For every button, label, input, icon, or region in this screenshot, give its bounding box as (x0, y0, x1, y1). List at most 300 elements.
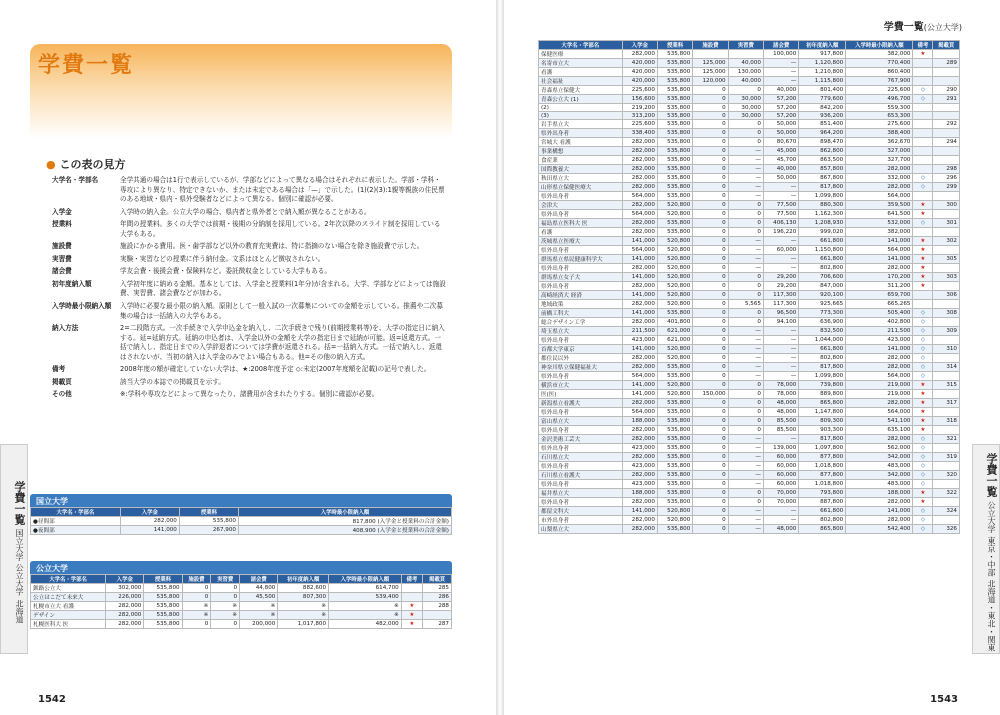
table-row (539, 399, 960, 408)
table-cell: 29,200 (763, 273, 798, 282)
table-cell: 362,670 (846, 138, 913, 147)
table-cell: 832,500 (799, 327, 846, 336)
table-row (539, 336, 960, 345)
table-cell: 296 (933, 174, 960, 183)
table-cell: 402,800 (846, 318, 913, 327)
table-cell: 0 (728, 318, 763, 327)
table-cell: 535,800 (657, 462, 692, 471)
definition-text: 入学初年度に納める金額。基本としては、入学金と授業料(1年分)が含まれる。大学、学部などによっては施設費、実習費、諸会費などが加わる。 (120, 279, 446, 298)
table-cell: ◇ (913, 345, 933, 354)
table-cell: 282,000 (622, 165, 657, 174)
row-label: 県外出身者 (539, 480, 623, 489)
table-cell: 1,017,800 (278, 620, 329, 629)
table-cell: 125,000 (693, 68, 728, 77)
table-cell: 659,700 (846, 291, 913, 300)
left-side-tab[interactable] (0, 444, 28, 654)
table-cell: 0 (693, 408, 728, 417)
table-cell: 0 (693, 363, 728, 372)
table-cell: 302 (933, 237, 960, 246)
row-label: 横浜市立大 (539, 381, 623, 390)
table-cell (933, 318, 960, 327)
table-cell: 139,000 (763, 444, 798, 453)
table-cell: — (728, 354, 763, 363)
table-cell: 0 (693, 471, 728, 480)
table-cell: 60,000 (763, 453, 798, 462)
table-cell: 77,500 (763, 201, 798, 210)
table-cell: ◇ (913, 183, 933, 192)
table-cell: 0 (211, 620, 240, 629)
definitions-list (52, 176, 447, 403)
table-row (539, 282, 960, 291)
table-cell: 535,800 (657, 112, 692, 120)
definition-item (52, 267, 447, 277)
table-cell: 0 (693, 282, 728, 291)
column-header: 実習費 (728, 41, 763, 50)
table-cell: 300 (933, 201, 960, 210)
table-cell: 535,800 (657, 480, 692, 489)
definition-text: 全学共通の場合は1行で表示しているが、学部などによって異なる場合はそれぞれに表示した。学部・学科・専攻により異なり、特定できないか、または未定である場合は「—」で示した。(1)(2)(3):1親等親族の住民票のある地域・県内・県外受験者などによって異なる。個別に確認が必要。 (120, 176, 445, 204)
table-cell: 665,265 (846, 300, 913, 309)
table-cell: ◇ (913, 471, 933, 480)
table-cell: — (728, 192, 763, 201)
row-label: 埼玉県立大 (539, 327, 623, 336)
table-row (539, 327, 960, 336)
table-cell: 564,000 (846, 192, 913, 201)
table-cell (423, 611, 452, 620)
table-cell: 661,800 (799, 345, 846, 354)
table-cell: 141,000 (846, 237, 913, 246)
table-cell: 0 (728, 219, 763, 228)
table-cell: 282,000 (622, 426, 657, 435)
row-label: 県外出身者 (539, 408, 623, 417)
table-cell: 535,800 (657, 372, 692, 381)
table-cell: 141,000 (622, 237, 657, 246)
table-cell: 898,470 (799, 138, 846, 147)
table-row (539, 50, 960, 59)
table-cell: ◇ (913, 516, 933, 525)
table-cell: — (763, 264, 798, 273)
table-cell: 483,000 (846, 462, 913, 471)
table-cell: 0 (693, 104, 728, 112)
table-row (539, 129, 960, 138)
table-cell: 520,800 (657, 354, 692, 363)
table-cell: 423,000 (622, 462, 657, 471)
table-cell: 282,000 (622, 363, 657, 372)
table-cell: 188,000 (622, 489, 657, 498)
table-cell: 807,300 (278, 593, 329, 602)
definition-item (52, 324, 447, 362)
table-cell: 964,200 (799, 129, 846, 138)
row-label: 看護 (539, 228, 623, 237)
table-cell: 0 (693, 156, 728, 165)
table-row (539, 219, 960, 228)
table-cell: 327,700 (846, 156, 913, 165)
row-label: 石川県立看護大 (539, 471, 623, 480)
table-cell (933, 480, 960, 489)
table-cell: 50,000 (763, 120, 798, 129)
table-cell: 520,800 (657, 246, 692, 255)
table-cell: 382,000 (846, 50, 913, 59)
table-cell: 342,000 (846, 471, 913, 480)
table-cell: 842,200 (799, 104, 846, 112)
definition-term: 備考 (52, 365, 66, 374)
table-cell: 0 (693, 112, 728, 120)
table-cell: 282,000 (622, 228, 657, 237)
table-cell: ★ (913, 417, 933, 426)
table-cell: 282,000 (622, 264, 657, 273)
table-cell: 535,800 (657, 471, 692, 480)
national-table (30, 507, 452, 535)
table-cell: 290 (933, 86, 960, 95)
row-label: 県外出身者 (539, 498, 623, 507)
table-cell: ◇ (913, 453, 933, 462)
table-cell: 882,600 (278, 584, 329, 593)
table-cell (913, 156, 933, 165)
row-label: 看護 (539, 68, 623, 77)
table-cell: 1,120,800 (799, 59, 846, 68)
definition-item (52, 302, 447, 321)
table-cell: 282,000 (622, 147, 657, 156)
table-cell: 292 (933, 120, 960, 129)
table-cell: 535,800 (657, 525, 692, 534)
table-cell: 0 (693, 498, 728, 507)
table-cell: 999,020 (799, 228, 846, 237)
table-cell: ◇ (913, 95, 933, 104)
table-cell: 520,800 (657, 516, 692, 525)
table-cell: 0 (693, 453, 728, 462)
table-cell: 520,800 (657, 381, 692, 390)
table-cell: 562,000 (846, 444, 913, 453)
table-cell: 0 (693, 336, 728, 345)
table-cell: 767,900 (846, 77, 913, 86)
row-label: ●夜間部 (31, 526, 121, 535)
table-cell: 282,000 (622, 138, 657, 147)
table-cell: 860,400 (846, 68, 913, 77)
table-cell: — (728, 165, 763, 174)
table-cell: — (728, 507, 763, 516)
table-cell: 0 (693, 318, 728, 327)
table-cell: 0 (693, 507, 728, 516)
table-cell: 0 (728, 408, 763, 417)
definition-term: 実習費 (52, 254, 72, 263)
table-cell: 96,500 (763, 309, 798, 318)
table-cell: 520,800 (657, 507, 692, 516)
table-cell: 641,500 (846, 210, 913, 219)
row-label: 県外出身者 (539, 210, 623, 219)
table-cell: 817,800 (799, 363, 846, 372)
table-row (539, 147, 960, 156)
table-cell: 887,800 (799, 498, 846, 507)
table-cell (401, 584, 422, 593)
table-cell: 541,100 (846, 417, 913, 426)
table-row (539, 471, 960, 480)
table-cell: 70,000 (763, 498, 798, 507)
table-cell: 60,000 (763, 246, 798, 255)
page-number-left: 1542 (38, 694, 66, 705)
row-label: 県外出身者 (539, 444, 623, 453)
table-cell (913, 291, 933, 300)
table-cell: 535,800 (657, 165, 692, 174)
table-cell: 282,000 (622, 525, 657, 534)
table-row (539, 68, 960, 77)
table-cell: 78,000 (763, 381, 798, 390)
table-cell: 564,000 (622, 192, 657, 201)
table-cell: 903,300 (799, 426, 846, 435)
table-cell (913, 138, 933, 147)
table-cell: 653,300 (846, 112, 913, 120)
table-cell: 1,147,800 (799, 408, 846, 417)
table-cell: — (728, 327, 763, 336)
table-cell: 282,000 (846, 363, 913, 372)
table-cell (913, 104, 933, 112)
table-cell: — (728, 237, 763, 246)
row-label: 青森県立保健大 (539, 86, 623, 95)
table-cell: 520,800 (657, 210, 692, 219)
table-cell: 1,044,000 (799, 336, 846, 345)
table-cell: 1,208,930 (799, 219, 846, 228)
table-cell: 877,800 (799, 471, 846, 480)
table-cell: 520,800 (657, 345, 692, 354)
table-cell: — (763, 336, 798, 345)
table-cell (933, 372, 960, 381)
table-cell: 282,000 (622, 399, 657, 408)
how-to-read-heading (46, 156, 125, 172)
table-cell: — (728, 345, 763, 354)
table-cell: — (763, 435, 798, 444)
table-cell: — (728, 480, 763, 489)
table-cell: 539,400 (329, 593, 402, 602)
table-cell: 60,000 (763, 471, 798, 480)
table-cell: 211,500 (622, 327, 657, 336)
table-row (539, 300, 960, 309)
table-cell: 282,000 (622, 282, 657, 291)
table-cell: ★ (401, 620, 422, 629)
table-cell: 0 (693, 417, 728, 426)
right-side-tab[interactable] (972, 444, 1000, 654)
table-cell: 302,000 (106, 584, 144, 593)
table-cell: 45,000 (763, 147, 798, 156)
table-cell: 1,162,300 (799, 210, 846, 219)
table-cell: 282,000 (622, 183, 657, 192)
column-header: 授業料 (144, 575, 182, 584)
table-cell: 802,800 (799, 516, 846, 525)
definition-text: ※:学科や専攻などによって異なったり、諸費用が含まれたりする。個別に確認が必要。 (120, 390, 379, 399)
table-cell: 0 (728, 399, 763, 408)
table-row (539, 112, 960, 120)
table-cell: 889,800 (799, 390, 846, 399)
table-cell: ★ (913, 426, 933, 435)
table-cell: 141,000 (622, 507, 657, 516)
table-cell: 535,800 (657, 417, 692, 426)
table-cell: ◇ (913, 525, 933, 534)
table-cell: 0 (693, 525, 728, 534)
table-cell: 564,000 (846, 408, 913, 417)
table-cell: 301 (933, 219, 960, 228)
table-cell: ◇ (913, 86, 933, 95)
table-cell: 211,500 (846, 327, 913, 336)
definition-text: 実験・実習などの授業に伴う納付金。文系はほとんど徴収されない。 (120, 254, 325, 263)
table-cell: 0 (693, 444, 728, 453)
table-row (539, 95, 960, 104)
table-cell: — (728, 372, 763, 381)
definition-term: 初年度納入額 (52, 279, 92, 288)
table-cell: 661,800 (799, 507, 846, 516)
table-cell (933, 498, 960, 507)
table-cell: 802,800 (799, 354, 846, 363)
table-cell: — (763, 237, 798, 246)
table-cell: — (763, 516, 798, 525)
table-cell: — (728, 336, 763, 345)
definition-item (52, 365, 447, 375)
table-cell: ★ (401, 602, 422, 611)
table-cell: 1,018,800 (799, 480, 846, 489)
table-cell: ★ (913, 273, 933, 282)
table-cell (933, 68, 960, 77)
table-row (539, 291, 960, 300)
table-cell: 535,800 (179, 517, 238, 526)
table-row (31, 584, 452, 593)
table-cell: 1,150,800 (799, 246, 846, 255)
table-cell: 535,800 (657, 426, 692, 435)
table-cell: 423,000 (622, 444, 657, 453)
row-label: 金沢美術工芸大 (539, 435, 623, 444)
table-cell: 313,200 (622, 112, 657, 120)
table-cell: 0 (693, 237, 728, 246)
table-cell (913, 192, 933, 201)
row-label: 地域政策 (539, 300, 623, 309)
definition-text: 2008年度の額が確定していない大学は、★:2008年度予定 ◇:未定(2007年度額を記載)の記号で表した。 (120, 365, 431, 374)
table-cell: 1,115,800 (799, 77, 846, 86)
side-tab-region: 東京・中部 北海道・東北・関東 (987, 536, 996, 652)
definition-term: 施設費 (52, 242, 72, 251)
table-cell: 315 (933, 381, 960, 390)
table-cell: 44,800 (240, 584, 278, 593)
definition-term: 入学金 (52, 207, 72, 216)
definition-item (52, 255, 447, 265)
table-cell: 420,000 (622, 68, 657, 77)
table-cell: 0 (693, 372, 728, 381)
table-cell: 564,000 (622, 372, 657, 381)
definition-item (52, 208, 447, 218)
table-row (539, 59, 960, 68)
table-cell: — (728, 246, 763, 255)
table-row (539, 210, 960, 219)
table-cell: ★ (913, 264, 933, 273)
table-cell: 282,000 (846, 165, 913, 174)
table-cell: 925,665 (799, 300, 846, 309)
table-cell: 420,000 (622, 59, 657, 68)
table-cell: 520,800 (657, 291, 692, 300)
table-row (539, 525, 960, 534)
row-label: 釧路公立大 (31, 584, 106, 593)
table-cell: 0 (728, 273, 763, 282)
table-row (539, 426, 960, 435)
table-cell (728, 50, 763, 59)
table-cell: 535,800 (144, 584, 182, 593)
table-cell: 535,800 (657, 453, 692, 462)
row-label: 医(医) (539, 390, 623, 399)
table-cell: 0 (693, 219, 728, 228)
table-cell: 847,000 (799, 282, 846, 291)
definition-term: 諸会費 (52, 267, 72, 276)
table-cell: 282,000 (622, 300, 657, 309)
row-label: 札幌市立大 看護 (31, 602, 106, 611)
table-row (539, 309, 960, 318)
table-cell: 535,800 (144, 593, 182, 602)
row-label: 社会福祉 (539, 77, 623, 86)
table-cell: 520,800 (657, 237, 692, 246)
table-cell: 225,600 (622, 86, 657, 95)
table-cell: ★ (913, 399, 933, 408)
table-cell: 535,800 (657, 138, 692, 147)
table-cell (913, 165, 933, 174)
table-cell: — (763, 372, 798, 381)
table-cell: 0 (728, 201, 763, 210)
table-cell: 739,800 (799, 381, 846, 390)
table-cell: — (763, 192, 798, 201)
row-label: 青森公立大 (1) (539, 95, 623, 104)
row-label: 山梨県立大 (539, 525, 623, 534)
table-cell: 332,000 (846, 174, 913, 183)
table-cell: ◇ (913, 336, 933, 345)
table-cell: — (763, 68, 798, 77)
definition-item (52, 220, 447, 239)
definition-text: 学友会費・後援会費・保険料など。委託徴収金としている大学もある。 (120, 267, 331, 276)
row-label: 福井県立大 (539, 489, 623, 498)
column-header: 入学時最小限納入額 (238, 508, 451, 517)
table-cell: 0 (211, 584, 240, 593)
column-header: 施設費 (693, 41, 728, 50)
table-cell: ◇ (913, 507, 933, 516)
column-header: 授業料 (179, 508, 238, 517)
table-cell: 535,800 (657, 183, 692, 192)
table-cell: 0 (693, 138, 728, 147)
table-cell: 535,800 (657, 68, 692, 77)
table-cell: 535,800 (144, 620, 182, 629)
row-label: 県外出身者 (539, 129, 623, 138)
table-cell (913, 129, 933, 138)
table-cell (913, 300, 933, 309)
column-header: 掲載頁 (933, 41, 960, 50)
table-cell: 282,000 (846, 354, 913, 363)
table-cell: 70,000 (763, 489, 798, 498)
table-cell: 267,900 (179, 526, 238, 535)
table-row (539, 138, 960, 147)
table-row (539, 489, 960, 498)
table-cell: 0 (693, 120, 728, 129)
table-cell: 496,700 (846, 95, 913, 104)
table-cell: 621,000 (657, 336, 692, 345)
definition-term: 大学名・学部名 (52, 176, 99, 184)
public-section-header: 公立大学 (30, 561, 452, 576)
table-cell: 0 (728, 129, 763, 138)
table-cell: 282,000 (622, 156, 657, 165)
table-cell: 310 (933, 345, 960, 354)
table-cell: 535,800 (657, 219, 692, 228)
table-cell: 282,000 (846, 264, 913, 273)
table-cell: 535,800 (657, 174, 692, 183)
table-cell: 520,800 (657, 255, 692, 264)
table-cell: 401,800 (657, 318, 692, 327)
definition-item (52, 242, 447, 252)
left-page (0, 0, 498, 715)
table-cell: 770,400 (846, 59, 913, 68)
table-cell: 423,000 (846, 336, 913, 345)
table-cell: 0 (693, 174, 728, 183)
row-label: 県外出身者 (539, 282, 623, 291)
table-cell: 0 (693, 129, 728, 138)
table-row (539, 507, 960, 516)
